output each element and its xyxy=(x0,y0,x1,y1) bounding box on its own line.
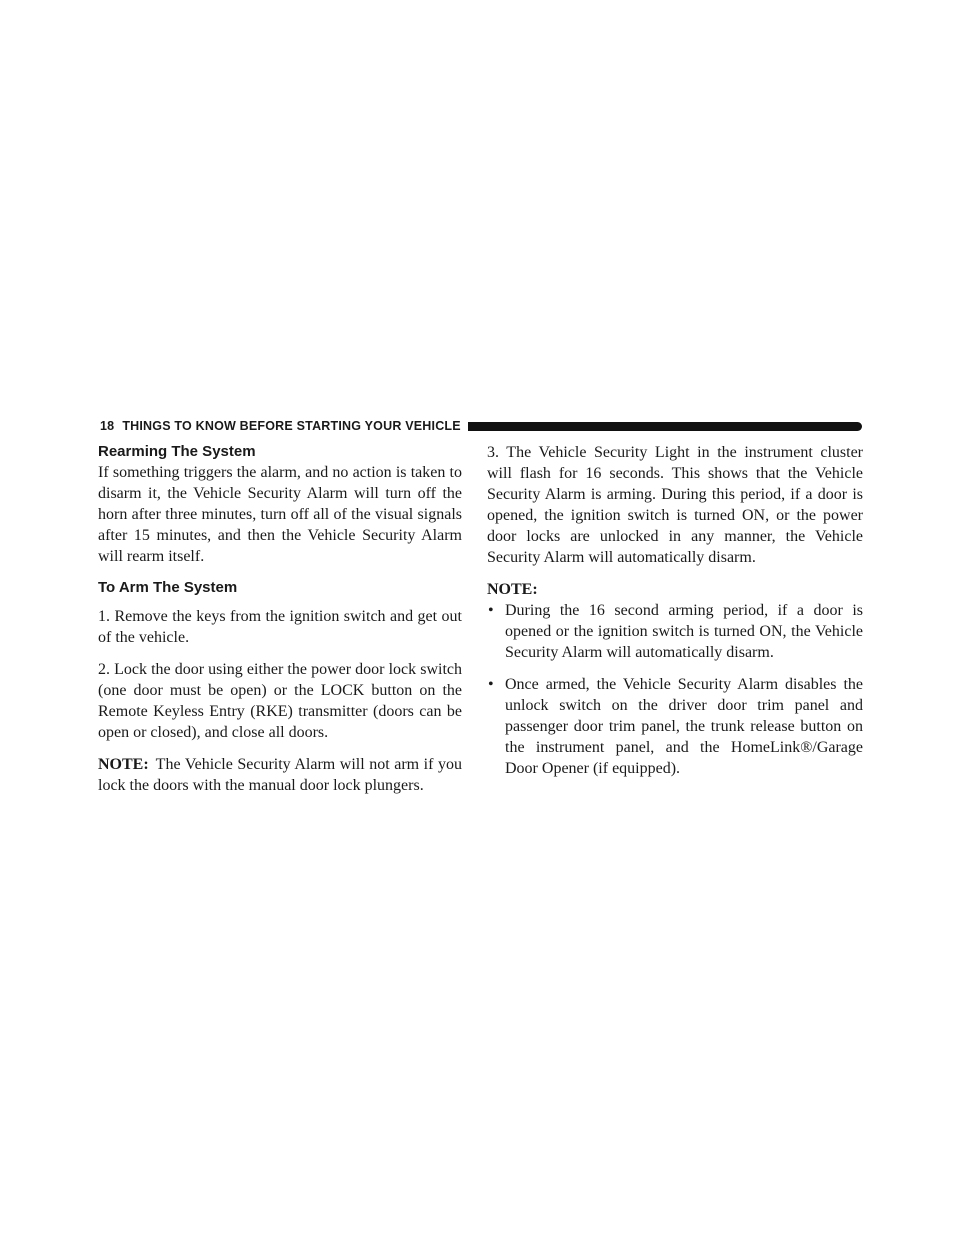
header-rule xyxy=(468,422,862,431)
page-number: 18 xyxy=(100,419,115,433)
bullet-icon: • xyxy=(488,676,494,693)
note-bullet-list xyxy=(487,600,863,779)
heading-to-arm: To Arm The System xyxy=(98,579,238,596)
note-label: NOTE: xyxy=(98,756,149,773)
section-title: THINGS TO KNOW BEFORE STARTING YOUR VEHICLE xyxy=(122,419,461,433)
note-paragraph xyxy=(98,754,462,796)
left-column xyxy=(98,442,462,807)
bullet-text: During the 16 second arming period, if a door is opened or the ignition switch is turned ON, the Vehicle Security Alarm will automatically disarm. xyxy=(505,602,863,661)
right-column xyxy=(487,442,863,790)
rearming-paragraph: If something triggers the alarm, and no action is taken to disarm it, the Vehicle Security Alarm will turn off the horn after three minutes, turn off all of the visual signals after 15 minutes, and then the Vehicle Security Alarm will rearm itself. xyxy=(98,464,462,565)
heading-rearming: Rearming The System xyxy=(98,443,256,460)
note-heading: NOTE: xyxy=(487,581,538,598)
list-item xyxy=(487,600,863,663)
step-3: 3. The Vehicle Security Light in the instrument cluster will flash for 16 seconds. This shows that the Vehicle Security Alarm is arming. During this period, if a door is opened, the ignition switch is turned ON, or the power door locks are unlocked in any manner, the Vehicle Security Alarm will automatically disarm. xyxy=(487,444,863,566)
step-2: 2. Lock the door using either the power door lock switch (one door must be open) or the LOCK button on the Remote Keyless Entry (RKE) transmitter (doors can be open or closed), and close all doors. xyxy=(98,661,462,741)
bullet-text: Once armed, the Vehicle Security Alarm disables the unlock switch on the driver door trim panel and passenger door trim panel, the trunk release button on the instrument panel, and the HomeLink®/Garage Door Opener (if equipped). xyxy=(505,676,863,777)
step-1: 1. Remove the keys from the ignition switch and get out of the vehicle. xyxy=(98,608,462,646)
note-text: The Vehicle Security Alarm will not arm if you lock the doors with the manual door lock plungers. xyxy=(98,756,462,794)
bullet-icon: • xyxy=(488,602,494,619)
list-item xyxy=(487,674,863,779)
page-header xyxy=(100,418,862,434)
